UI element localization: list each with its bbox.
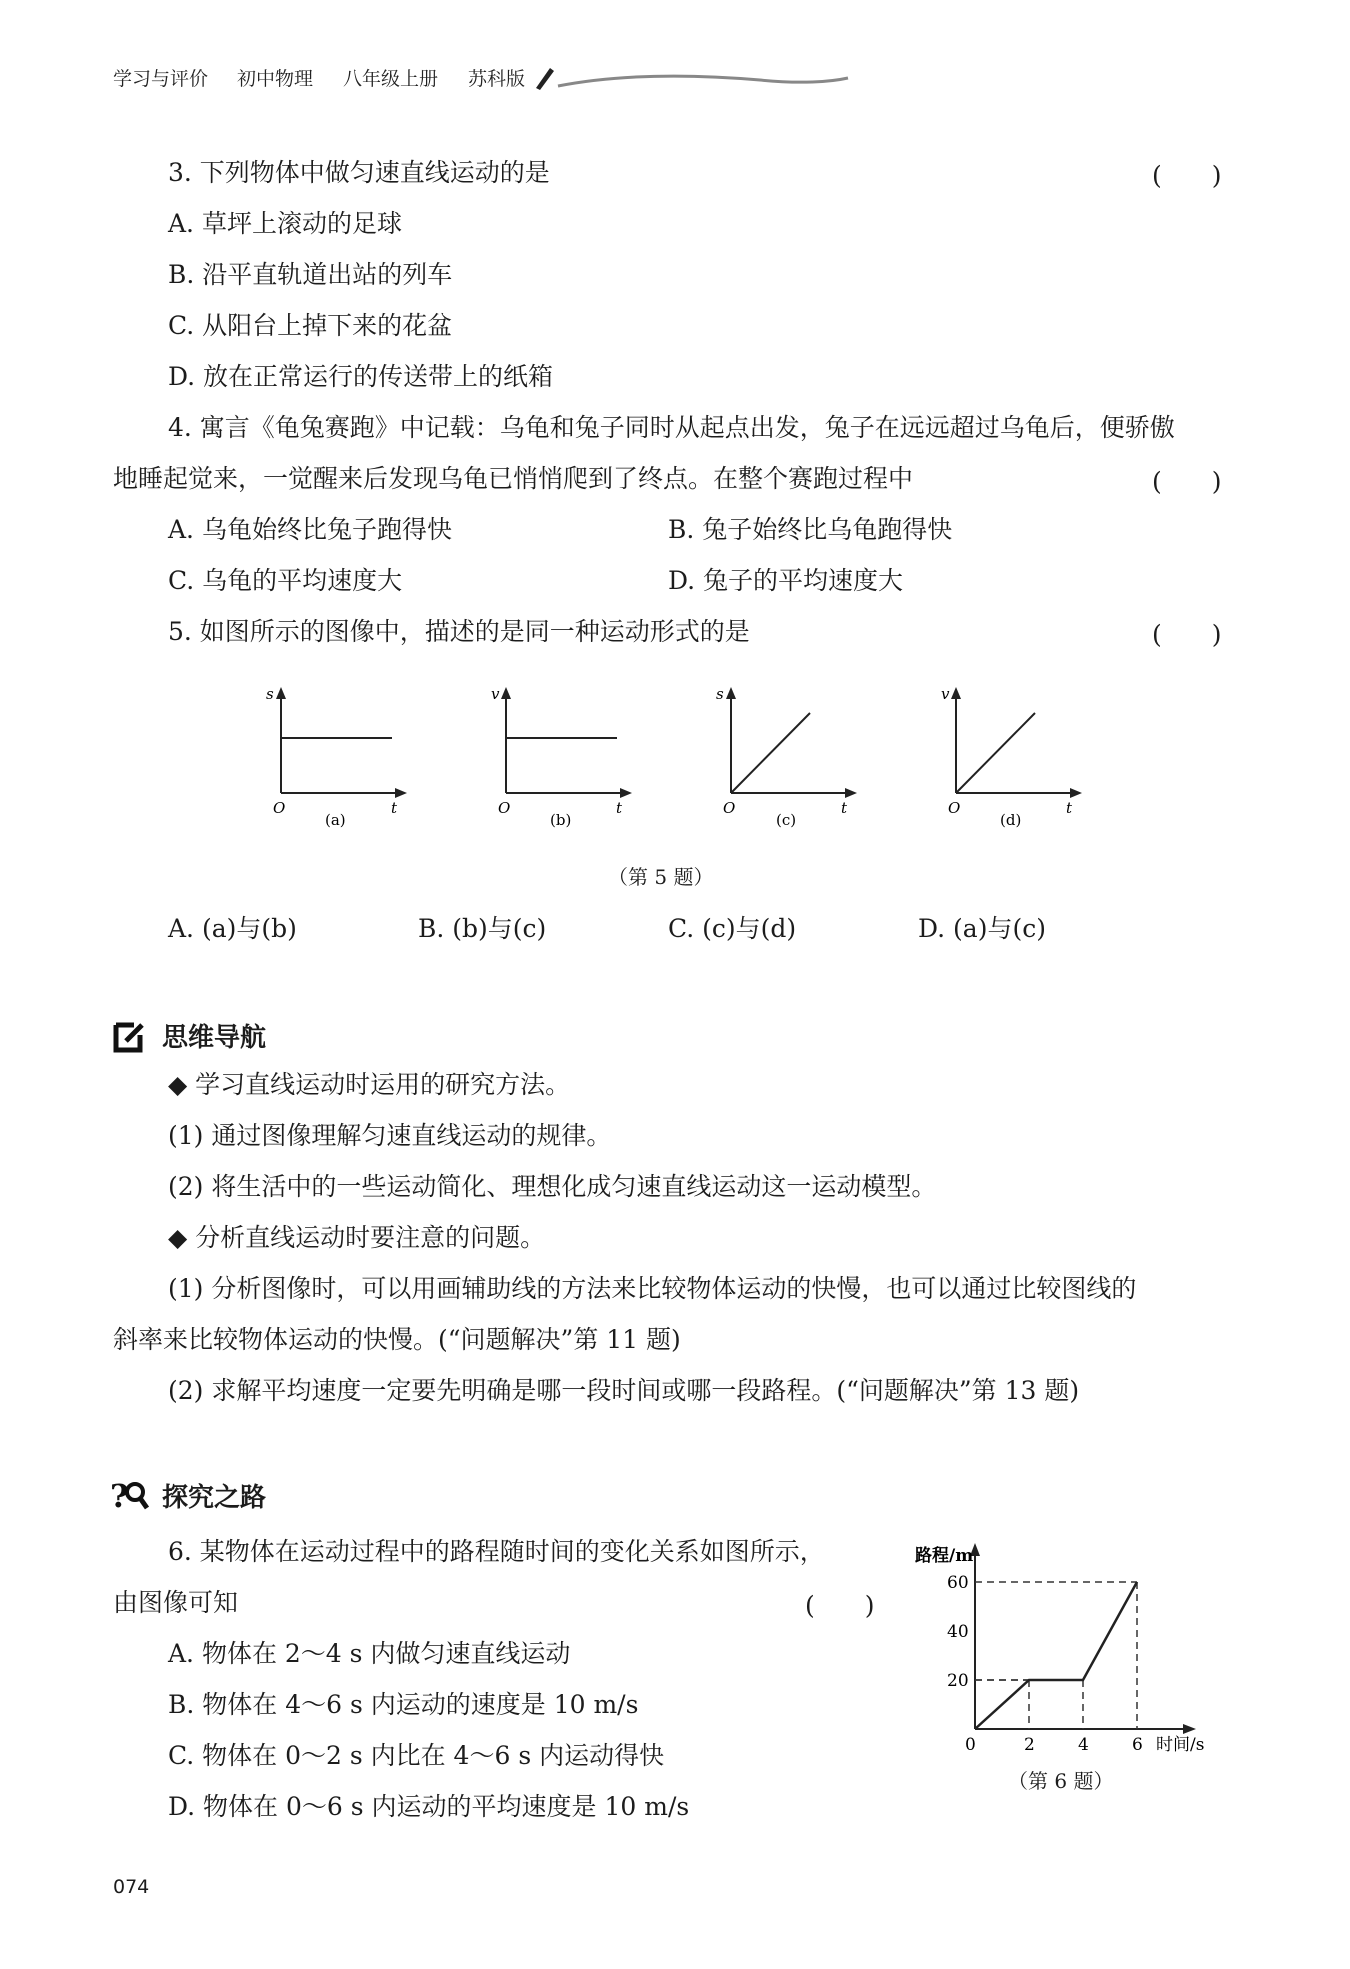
header-book: 学习与评价 <box>113 68 209 90</box>
q5-graph-b-xlabel: t <box>616 799 623 817</box>
q5-graph-c-origin: O <box>723 799 736 817</box>
thinking-line-4: ◆ 分析直线运动时要注意的问题。 <box>168 1223 546 1252</box>
q6-x-tick-label: 2 <box>1024 1735 1035 1755</box>
q3-stem: 3. 下列物体中做匀速直线运动的是 <box>168 158 550 187</box>
q4-stem-line2: 地睡起觉来，一觉醒来后发现乌龟已悄悄爬到了终点。在整个赛跑过程中 <box>113 464 914 493</box>
thinking-line-5: (1) 分析图像时，可以用画辅助线的方法来比较物体运动的快慢，也可以通过比较图线的 <box>168 1274 1137 1303</box>
q6-y-tick-label: 40 <box>947 1622 969 1642</box>
q5-option-d: D. (a)与(c) <box>918 914 1046 943</box>
q5-graph-c-ylabel: s <box>716 685 724 703</box>
q6-x-axis-arrow <box>1183 1724 1196 1734</box>
q4-option-a: A. 乌龟始终比兔子跑得快 <box>168 515 452 544</box>
q4-option-c: C. 乌龟的平均速度大 <box>168 566 403 595</box>
q5-graph-d <box>940 685 1090 835</box>
explore-section-title: 探究之路 <box>162 1483 267 1513</box>
header-subject: 初中物理 <box>237 68 314 90</box>
q3-answer-paren: ( ) <box>1152 161 1222 190</box>
q5-graph-b-origin: O <box>498 799 511 817</box>
q6-x-tick-label: 0 <box>965 1735 976 1755</box>
q5-graph-d-ylabel: v <box>941 685 950 703</box>
thinking-line-7: (2) 求解平均速度一定要先明确是哪一段时间或哪一段路程。(“问题解决”第 13 题) <box>168 1376 1080 1405</box>
edit-note-icon <box>112 1020 146 1054</box>
svg-text:?: ? <box>110 1477 129 1513</box>
q6-stem-line2: 由图像可知 <box>113 1588 239 1617</box>
q6-x-tick-label: 6 <box>1132 1735 1143 1755</box>
q5-graph-b-ylabel: v <box>491 685 500 703</box>
q5-caption: （第 5 题） <box>608 865 714 889</box>
q5-graph-a-origin: O <box>273 799 286 817</box>
q5-graph-c-xlabel: t <box>841 799 848 817</box>
q5-graph-a-tag: (a) <box>325 811 346 829</box>
q5-option-a: A. (a)与(b) <box>168 914 297 943</box>
thinking-line-3: (2) 将生活中的一些运动简化、理想化成匀速直线运动这一运动模型。 <box>168 1172 937 1201</box>
q3-option-d: D. 放在正常运行的传送带上的纸箱 <box>168 362 554 391</box>
q5-graph-a-ylabel: s <box>266 685 274 703</box>
page-number: 074 <box>113 1876 150 1898</box>
q6-option-d: D. 物体在 0～6 s 内运动的平均速度是 10 m/s <box>168 1792 690 1821</box>
q5-graph-d-xlabel: t <box>1066 799 1073 817</box>
q5-graph-b-tag: (b) <box>550 811 572 829</box>
q5-graph-a-xlabel: t <box>391 799 398 817</box>
q3-option-b: B. 沿平直轨道出站的列车 <box>168 260 453 289</box>
q5-graph-c-tag: (c) <box>776 811 797 829</box>
header-edition: 苏科版 <box>468 68 526 90</box>
q4-option-b: B. 兔子始终比乌龟跑得快 <box>668 515 953 544</box>
q6-caption: （第 6 题） <box>1008 1769 1114 1793</box>
q6-y-tick-label: 20 <box>947 1671 969 1691</box>
thinking-line-1: ◆ 学习直线运动时运用的研究方法。 <box>168 1070 571 1099</box>
q6-option-b: B. 物体在 4～6 s 内运动的速度是 10 m/s <box>168 1690 639 1719</box>
q5-graph-b <box>490 685 640 835</box>
q6-series-line <box>975 1582 1137 1729</box>
q6-option-c: C. 物体在 0～2 s 内比在 4～6 s 内运动得快 <box>168 1741 665 1770</box>
q5-stem: 5. 如图所示的图像中，描述的是同一种运动形式的是 <box>168 617 750 646</box>
q4-stem-line1: 4. 寓言《龟兔赛跑》中记载：乌龟和兔子同时从起点出发，兔子在远远超过乌龟后，便骄傲 <box>168 413 1175 442</box>
q5-graph-a <box>265 685 415 835</box>
q5-graph-c <box>715 685 865 835</box>
q5-option-c: C. (c)与(d) <box>668 914 797 943</box>
q3-option-a: A. 草坪上滚动的足球 <box>168 209 402 238</box>
q6-stem-line1: 6. 某物体在运动过程中的路程随时间的变化关系如图所示， <box>168 1537 825 1566</box>
q3-option-c: C. 从阳台上掉下来的花盆 <box>168 311 453 340</box>
q5-graph-d-origin: O <box>948 799 961 817</box>
thinking-line-6: 斜率来比较物体运动的快慢。(“问题解决”第 11 题) <box>113 1325 681 1354</box>
q6-x-tick-label: 4 <box>1078 1735 1089 1755</box>
q6-x-axis-label: 时间/s <box>1156 1735 1205 1755</box>
thinking-section-title: 思维导航 <box>162 1023 267 1053</box>
q5-answer-paren: ( ) <box>1152 620 1222 649</box>
q4-option-d: D. 兔子的平均速度大 <box>668 566 904 595</box>
q6-distance-time-chart <box>900 1535 1220 1765</box>
header-grade: 八年级上册 <box>343 68 439 90</box>
question-magnifier-icon <box>110 1477 150 1513</box>
q6-y-axis-label: 路程/m <box>915 1546 974 1566</box>
q5-graph-d-tag: (d) <box>1000 811 1022 829</box>
q6-option-a: A. 物体在 2～4 s 内做匀速直线运动 <box>168 1639 571 1668</box>
thinking-line-2: (1) 通过图像理解匀速直线运动的规律。 <box>168 1121 612 1150</box>
q6-answer-paren: ( ) <box>805 1591 875 1620</box>
q5-option-b: B. (b)与(c) <box>418 914 547 943</box>
header-pen-decoration <box>530 58 850 98</box>
q4-answer-paren: ( ) <box>1152 467 1222 496</box>
q6-y-tick-label: 60 <box>947 1573 969 1593</box>
